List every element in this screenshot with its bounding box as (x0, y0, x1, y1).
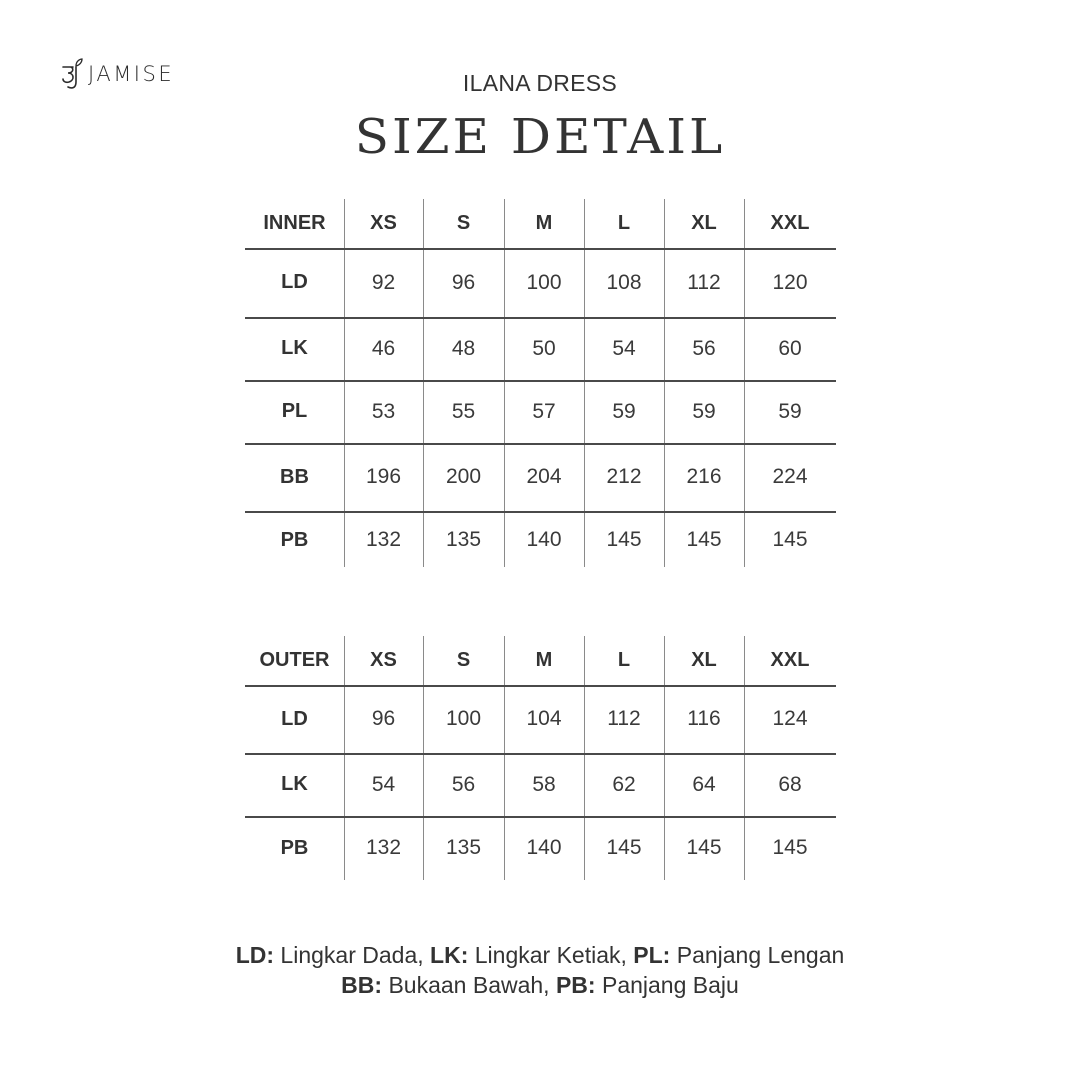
table-cell: 50 (532, 336, 556, 360)
column-header: XS (370, 212, 397, 234)
table-row (245, 317, 836, 380)
table-label: OUTER (259, 649, 330, 671)
table-cell: 100 (445, 707, 482, 730)
table-row (245, 685, 836, 753)
table-cell: 145 (772, 528, 808, 551)
abbreviation-legend (0, 940, 1080, 1000)
table-cell: 135 (445, 528, 482, 551)
table-cell: 68 (778, 772, 802, 796)
table-cell: 112 (687, 270, 721, 294)
row-header: PB (280, 836, 309, 859)
table-cell: 145 (606, 836, 642, 859)
table-cell: 145 (772, 836, 808, 859)
table-row (245, 753, 836, 816)
column-header: L (617, 649, 631, 671)
legend-text: Panjang Lengan (670, 942, 845, 968)
legend-text: Panjang Baju (595, 972, 739, 998)
table-cell: 140 (526, 836, 562, 859)
table-cell: 55 (451, 399, 476, 423)
legend-abbr: PB: (555, 972, 596, 998)
table-cell: 145 (606, 528, 642, 551)
table-cell: 60 (778, 336, 802, 360)
legend-line-1 (0, 940, 1080, 970)
legend-abbr: LK: (430, 942, 469, 968)
inner-size-table (245, 199, 836, 567)
legend-text: Lingkar Ketiak, (468, 942, 634, 968)
table-cell: 59 (612, 399, 636, 423)
table-row (245, 511, 836, 569)
table-cell: 132 (365, 836, 402, 859)
column-header: M (535, 649, 553, 671)
table-cell: 56 (451, 772, 476, 796)
legend-text: Lingkar Dada, (274, 942, 431, 968)
table-cell: 124 (772, 707, 808, 730)
legend-abbr: LD: (235, 942, 275, 968)
column-header: S (456, 212, 471, 234)
column-header: XXL (770, 649, 810, 671)
table-cell: 59 (692, 399, 716, 423)
table-cell: 140 (526, 528, 562, 551)
table-cell: 100 (526, 270, 562, 294)
row-header: LD (281, 271, 308, 293)
column-header: M (535, 212, 553, 234)
table-cell: 216 (686, 465, 722, 488)
column-header: XS (370, 649, 397, 671)
brand-name: JAMISE (88, 62, 175, 86)
column-header: L (617, 212, 631, 234)
row-header: PB (280, 528, 309, 551)
table-cell: 112 (607, 707, 641, 730)
table-cell: 46 (371, 336, 396, 360)
table-row (245, 380, 836, 443)
table-label: INNER (263, 212, 326, 234)
table-cell: 145 (686, 528, 722, 551)
table-cell: 132 (365, 528, 402, 551)
row-header: LD (281, 707, 308, 730)
table-cell: 64 (692, 772, 716, 796)
table-cell: 92 (371, 270, 396, 294)
table-cell: 108 (606, 270, 642, 294)
table-cell: 96 (451, 270, 476, 294)
row-header: BB (280, 465, 309, 488)
table-cell: 200 (445, 465, 482, 488)
table-header-row (245, 199, 836, 248)
table-cell: 54 (612, 336, 636, 360)
table-cell: 48 (451, 336, 476, 360)
table-cell: 224 (772, 465, 808, 488)
table-cell: 59 (778, 399, 802, 423)
table-cell: 212 (606, 465, 642, 488)
column-header: XL (691, 649, 717, 671)
table-cell: 54 (371, 772, 396, 796)
table-cell: 96 (371, 707, 396, 730)
table-cell: 62 (612, 772, 636, 796)
table-cell: 57 (532, 399, 556, 423)
table-cell: 53 (371, 399, 396, 423)
product-name: ILANA DRESS (462, 70, 618, 96)
table-row (245, 816, 836, 880)
column-header: XXL (770, 212, 810, 234)
outer-size-table (245, 636, 836, 880)
page-title: SIZE DETAIL (354, 109, 726, 165)
table-row (245, 443, 836, 511)
table-cell: 135 (445, 836, 482, 859)
row-header: LK (281, 773, 308, 795)
legend-abbr: BB: (341, 972, 383, 998)
column-header: XL (691, 212, 717, 234)
table-header-row (245, 636, 836, 685)
legend-line-2 (0, 970, 1080, 1000)
table-cell: 145 (686, 836, 722, 859)
legend-text: Bukaan Bawah, (382, 972, 556, 998)
legend-abbr: PL: (633, 942, 671, 968)
table-cell: 204 (526, 465, 562, 488)
table-cell: 58 (532, 772, 556, 796)
table-row (245, 248, 836, 317)
table-cell: 56 (692, 336, 716, 360)
table-cell: 116 (687, 707, 721, 730)
row-header: PL (281, 400, 308, 422)
row-header: LK (281, 337, 308, 359)
table-cell: 196 (365, 465, 402, 488)
table-cell: 120 (772, 270, 808, 294)
table-cell: 104 (526, 707, 562, 730)
column-header: S (456, 649, 471, 671)
